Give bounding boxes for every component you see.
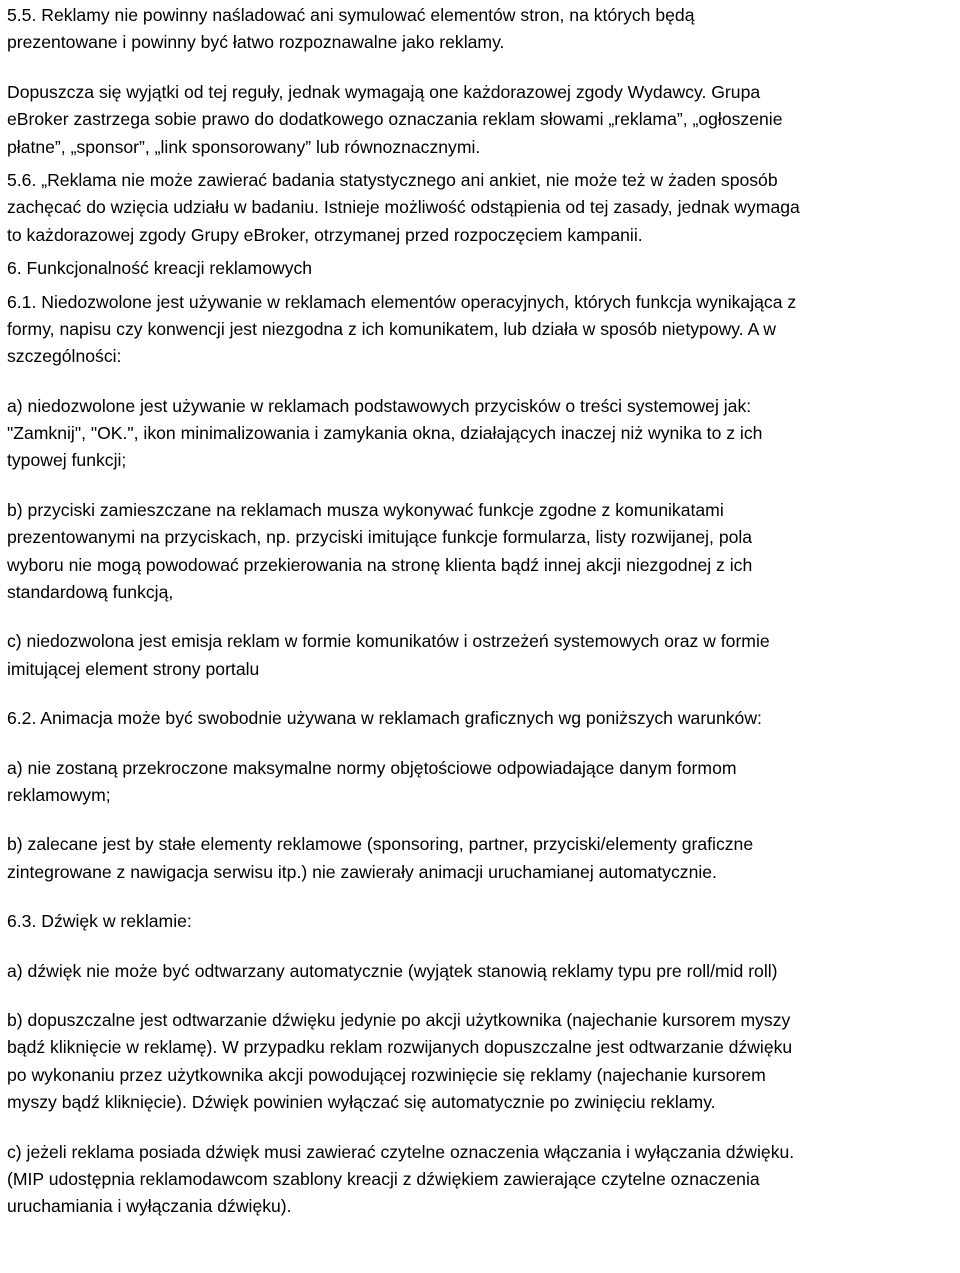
text-line: 5.6. „Reklama nie może zawierać badania statystycznego ani ankiet, nie może też w żaden sposób <box>7 169 778 190</box>
paragraph-6-2-a <box>7 755 957 810</box>
paragraph-6-1 <box>7 289 957 371</box>
text-line: a) nie zostaną przekroczone maksymalne normy objętościowe odpowiadające danym formom <box>7 757 737 778</box>
text-line: (MIP udostępnia reklamodawcom szablony kreacji z dźwiękiem zawierające czytelne oznaczenia <box>7 1168 760 1189</box>
text-line: szczególności: <box>7 346 122 367</box>
text-line: płatne”, „sponsor”, „link sponsorowany” lub równoznacznymi. <box>7 136 481 157</box>
text-line: to każdorazowej zgody Grupy eBroker, otrzymanej przed rozpoczęciem kampanii. <box>7 224 643 245</box>
paragraph-5-5 <box>7 2 957 57</box>
text-line: 6.1. Niedozwolone jest używanie w reklamach elementów operacyjnych, których funkcja wynikająca z <box>7 291 797 312</box>
text-line: 6.2. Animacja może być swobodnie używana w reklamach graficznych wg poniższych warunków: <box>7 708 762 729</box>
text-line: b) przyciski zamieszczane na reklamach musza wykonywać funkcje zgodne z komunikatami <box>7 499 724 520</box>
text-line: zintegrowane z nawigacja serwisu itp.) nie zawierały animacji uruchamianej automatycznie. <box>7 861 717 882</box>
paragraph-exceptions <box>7 79 957 161</box>
text-line: b) dopuszczalne jest odtwarzanie dźwięku jedynie po akcji użytkownika (najechanie kursorem myszy <box>7 1009 791 1030</box>
paragraph-6-1-c <box>7 628 957 683</box>
paragraph-6-2-b <box>7 831 957 886</box>
section-heading: 6. Funkcjonalność kreacji reklamowych <box>7 258 313 279</box>
text-line: Dopuszcza się wyjątki od tej reguły, jednak wymagają one każdorazowej zgody Wydawcy. Grupa <box>7 81 761 102</box>
text-line: c) niedozwolona jest emisja reklam w formie komunikatów i ostrzeżeń systemowych oraz w formie <box>7 631 770 652</box>
paragraph-5-6 <box>7 167 957 249</box>
text-line: bądź kliknięcie w reklamę). W przypadku reklam rozwijanych dopuszczalne jest odtwarzanie dźwięku <box>7 1037 793 1058</box>
text-line: prezentowanymi na przyciskach, np. przyciski imitujące funkcje formularza, listy rozwijanej, pola <box>7 527 753 548</box>
text-line: myszy bądź kliknięcie). Dźwięk powinien wyłączać się automatycznie po zwinięciu reklamy. <box>7 1092 716 1113</box>
text-line: a) niedozwolone jest używanie w reklamach podstawowych przycisków o treści systemowej jak: <box>7 395 752 416</box>
paragraph-6-1-b <box>7 497 957 607</box>
paragraph-6-1-a <box>7 393 957 475</box>
text-line: eBroker zastrzega sobie prawo do dodatkowego oznaczania reklam słowami „reklama”, „ogłoszenie <box>7 109 783 130</box>
text-line: "Zamknij", "OK.", ikon minimalizowania i zamykania okna, działających inaczej niż wynika to z ich <box>7 423 763 444</box>
text-line: 5.5. Reklamy nie powinny naśladować ani symulować elementów stron, na których będą <box>7 5 695 25</box>
text-line: typowej funkcji; <box>7 450 127 471</box>
text-line: prezentowane i powinny być łatwo rozpoznawalne jako reklamy. <box>7 32 505 53</box>
paragraph-6-3-c <box>7 1139 957 1221</box>
text-line: standardową funkcją, <box>7 582 174 603</box>
text-line: formy, napisu czy konwencji jest niezgodna z ich komunikatem, lub działa w sposób nietypowy. A w <box>7 318 776 339</box>
document-page <box>7 2 957 1221</box>
paragraph-6-3-a <box>7 958 957 985</box>
section-heading-6 <box>7 255 957 282</box>
text-line: uruchamiania i wyłączania dźwięku). <box>7 1196 292 1217</box>
text-line: a) dźwięk nie może być odtwarzany automatycznie (wyjątek stanowią reklamy typu pre roll/mid roll) <box>7 960 778 981</box>
text-line: wyboru nie mogą powodować przekierowania na stronę klienta bądź innej akcji niezgodnej z ich <box>7 554 753 575</box>
text-line: b) zalecane jest by stałe elementy reklamowe (sponsoring, partner, przyciski/elementy graficzne <box>7 834 754 855</box>
paragraph-6-3 <box>7 908 957 935</box>
text-line: zachęcać do wzięcia udziału w badaniu. Istnieje możliwość odstąpienia od tej zasady, jednak wymaga <box>7 197 800 218</box>
paragraph-6-2 <box>7 705 957 732</box>
text-line: 6.3. Dźwięk w reklamie: <box>7 911 192 932</box>
paragraph-6-3-b <box>7 1007 957 1117</box>
text-line: po wykonaniu przez użytkownika akcji powodującej rozwinięcie się reklamy (najechanie kursorem <box>7 1064 766 1085</box>
text-line: reklamowym; <box>7 784 111 805</box>
text-line: c) jeżeli reklama posiada dźwięk musi zawierać czytelne oznaczenia włączania i wyłączania dźwięku. <box>7 1141 795 1162</box>
text-line: imitującej element strony portalu <box>7 658 260 679</box>
